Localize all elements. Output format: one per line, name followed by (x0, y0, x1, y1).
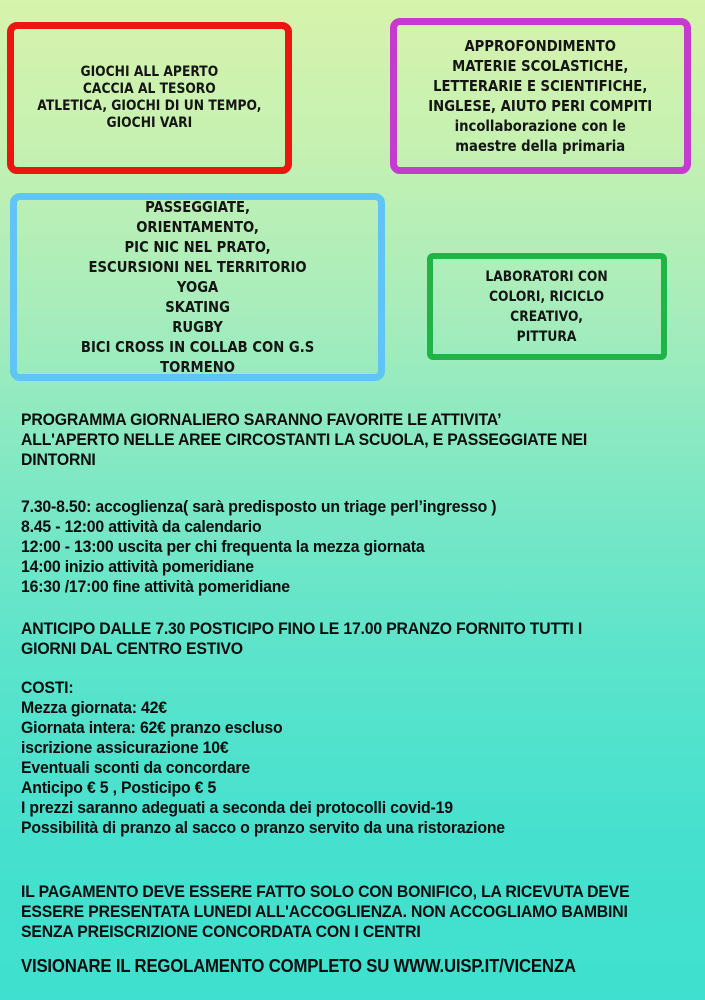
text-line: GIOCHI VARI (106, 115, 193, 131)
payment-paragraph (21, 882, 648, 942)
footer-line: VISIONARE IL REGOLAMENTO COMPLETO SU WWW.UISP.IT/VICENZA (21, 956, 576, 976)
text-line: IL PAGAMENTO DEVE ESSERE FATTO SOLO CON BONIFICO, LA RICEVUTA DEVE (21, 882, 630, 901)
text-line: GIORNI DAL CENTRO ESTIVO (21, 639, 243, 658)
text-line: RUGBY (172, 318, 223, 336)
cost-item: Giornata intera: 62€ pranzo escluso (21, 718, 283, 737)
text-line: PASSEGGIATE, (145, 198, 250, 216)
box-giochi-aperto (7, 22, 292, 174)
box-giochi-text (37, 64, 261, 132)
text-line: LETTERARIE E SCIENTIFICHE, (433, 77, 648, 95)
text-line: ANTICIPO DALLE 7.30 POSTICIPO FINO LE 17.00 PRANZO FORNITO TUTTI I (21, 619, 583, 638)
text-line: GIOCHI ALL APERTO (80, 64, 219, 80)
intro-paragraph (21, 410, 648, 470)
cost-item: iscrizione assicurazione 10€ (21, 738, 229, 757)
box-approfondimento (390, 18, 691, 174)
text-line: ATLETICA, GIOCHI DI UN TEMPO, (37, 98, 262, 114)
text-line: BICI CROSS IN COLLAB CON G.S (80, 338, 315, 356)
cost-item: I prezzi saranno adeguati a seconda dei protocolli covid-19 (21, 798, 453, 817)
schedule-item: 8.45 - 12:00 attività da calendario (21, 517, 262, 536)
text-line: ALL'APERTO NELLE AREE CIRCOSTANTI LA SCUOLA, E PASSEGGIATE NEI (21, 430, 588, 449)
cost-item: Mezza giornata: 42€ (21, 698, 167, 717)
text-line: maestre della primaria (455, 137, 626, 155)
text-line: TORMENO (160, 358, 235, 376)
text-line: YOGA (176, 278, 219, 296)
schedule-item: 7.30-8.50: accoglienza( sarà predisposto un triage perl’ingresso ) (21, 497, 497, 516)
text-line: MATERIE SCOLASTICHE, (452, 57, 629, 75)
text-line: DINTORNI (21, 450, 96, 469)
text-line: PIC NIC NEL PRATO, (124, 238, 271, 256)
box-passeggiate-text (81, 197, 314, 377)
text-line: PROGRAMMA GIORNALIERO SARANNO FAVORITE LE ATTIVITA’ (21, 410, 502, 429)
cost-item: Eventuali sconti da concordare (21, 758, 251, 777)
text-line: LABORATORI CON (485, 268, 609, 285)
cost-item: Possibilità di pranzo al sacco o pranzo servito da una ristorazione (21, 818, 505, 837)
text-line: PITTURA (517, 328, 577, 345)
regolamento-footer (21, 956, 648, 976)
costs-header: COSTI: (21, 678, 74, 697)
text-line: incollaborazione con le (454, 117, 627, 135)
text-line: CACCIA AL TESORO (83, 81, 216, 97)
anticipo-paragraph (21, 619, 648, 659)
text-line: ESSERE PRESENTATA LUNEDI ALL'ACCOGLIENZA. NON ACCOGLIAMO BAMBINI (21, 902, 628, 921)
text-line: SENZA PREISCRIZIONE CONCORDATA CON I CENTRI (21, 922, 421, 941)
box-passeggiate (10, 193, 385, 381)
schedule-item: 14:00 inizio attività pomeridiane (21, 557, 254, 576)
text-line: APPROFONDIMENTO (464, 37, 617, 55)
text-line: CREATIVO, (510, 308, 584, 325)
costs-section (21, 678, 648, 838)
body-text (21, 410, 695, 976)
schedule-item: 12:00 - 13:00 uscita per chi frequenta la mezza giornata (21, 537, 425, 556)
text-line: INGLESE, AIUTO PERI COMPITI (428, 97, 653, 115)
schedule-item: 16:30 /17:00 fine attività pomeridiane (21, 577, 290, 596)
text-line: ORIENTAMENTO, (136, 218, 259, 236)
daily-schedule (21, 497, 648, 597)
box-laboratori (427, 253, 667, 360)
text-line: ESCURSIONI NEL TERRITORIO (88, 258, 307, 276)
text-line: COLORI, RICICLO (489, 288, 605, 305)
box-approfondimento-text (429, 36, 653, 156)
box-laboratori-text (486, 267, 608, 347)
cost-item: Anticipo € 5 , Posticipo € 5 (21, 778, 217, 797)
text-line: SKATING (165, 298, 230, 316)
